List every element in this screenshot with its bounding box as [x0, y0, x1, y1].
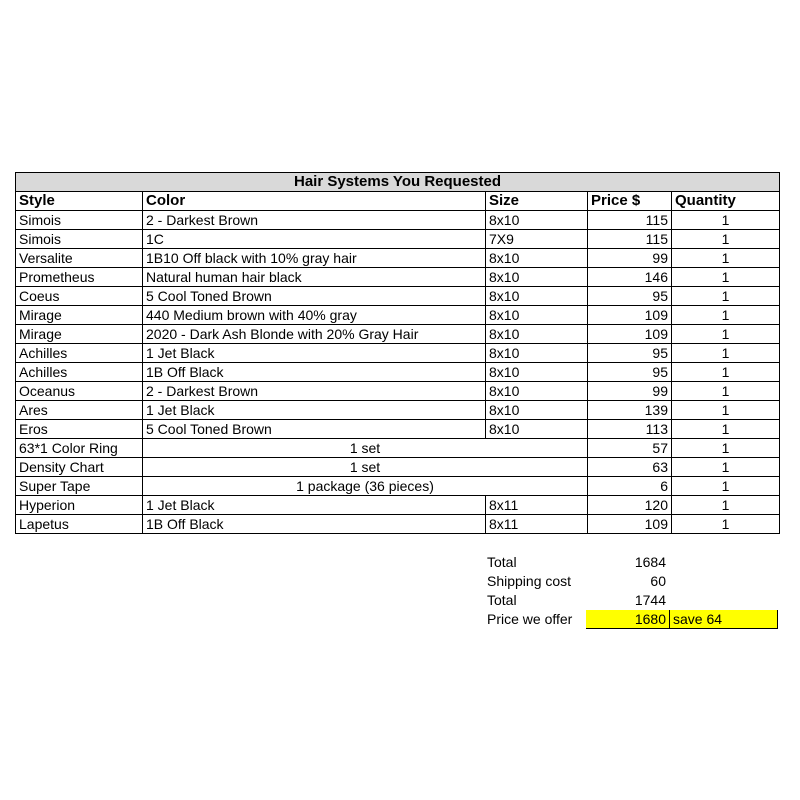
table-row	[16, 268, 780, 287]
cell-color: 1B Off Black	[143, 515, 486, 534]
cell-merged-description: 1 set	[143, 458, 588, 477]
table-row	[16, 249, 780, 268]
cell-color: 2 - Darkest Brown	[143, 382, 486, 401]
table-row	[16, 306, 780, 325]
cell-quantity: 1	[672, 439, 780, 458]
cell-size: 8x10	[486, 344, 588, 363]
cell-size: 8x10	[486, 268, 588, 287]
summary-offer-note: save 64	[670, 610, 778, 629]
table-body	[16, 211, 780, 534]
summary-offer-value: 1680	[586, 610, 670, 629]
header-style: Style	[16, 192, 143, 211]
title-row	[16, 173, 780, 192]
cell-quantity: 1	[672, 420, 780, 439]
summary-grand-total-label: Total	[487, 592, 517, 608]
cell-style: Eros	[16, 420, 143, 439]
table-row	[16, 382, 780, 401]
summary-block	[483, 552, 778, 629]
cell-price: 6	[588, 477, 672, 496]
summary-shipping-label: Shipping cost	[487, 573, 572, 589]
cell-color: 5 Cool Toned Brown	[143, 287, 486, 306]
table-row	[16, 211, 780, 230]
cell-style: Hyperion	[16, 496, 143, 515]
cell-color: 2 - Darkest Brown	[143, 211, 486, 230]
cell-style: Lapetus	[16, 515, 143, 534]
cell-price: 95	[588, 287, 672, 306]
cell-quantity: 1	[672, 477, 780, 496]
cell-price: 63	[588, 458, 672, 477]
cell-color: 440 Medium brown with 40% gray	[143, 306, 486, 325]
cell-quantity: 1	[672, 249, 780, 268]
table-row	[16, 439, 780, 458]
cell-size: 8x10	[486, 363, 588, 382]
cell-quantity: 1	[672, 230, 780, 249]
header-size: Size	[486, 192, 588, 211]
table-row	[16, 401, 780, 420]
cell-color: 1B10 Off black with 10% gray hair	[143, 249, 486, 268]
summary-offer-row	[484, 610, 778, 629]
header-color: Color	[143, 192, 486, 211]
cell-quantity: 1	[672, 306, 780, 325]
cell-quantity: 1	[672, 458, 780, 477]
cell-size: 8x10	[486, 249, 588, 268]
cell-quantity: 1	[672, 382, 780, 401]
cell-color: 1C	[143, 230, 486, 249]
cell-size: 8x10	[486, 401, 588, 420]
cell-style: Simois	[16, 211, 143, 230]
cell-color: 1 Jet Black	[143, 401, 486, 420]
cell-quantity: 1	[672, 268, 780, 287]
cell-style: Oceanus	[16, 382, 143, 401]
cell-price: 95	[588, 363, 672, 382]
table-row	[16, 363, 780, 382]
cell-price: 99	[588, 382, 672, 401]
cell-merged-description: 1 set	[143, 439, 588, 458]
cell-price: 95	[588, 344, 672, 363]
cell-color: 1 Jet Black	[143, 344, 486, 363]
table-row	[16, 458, 780, 477]
cell-size: 8x10	[486, 325, 588, 344]
cell-style: Coeus	[16, 287, 143, 306]
cell-price: 99	[588, 249, 672, 268]
cell-price: 109	[588, 306, 672, 325]
cell-style: Prometheus	[16, 268, 143, 287]
cell-style: Achilles	[16, 344, 143, 363]
table-row	[16, 515, 780, 534]
cell-size: 8x11	[486, 515, 588, 534]
table-row	[16, 420, 780, 439]
summary-grand-total-row	[484, 591, 778, 610]
cell-quantity: 1	[672, 325, 780, 344]
hair-systems-table	[15, 172, 780, 534]
cell-price: 146	[588, 268, 672, 287]
header-price: Price $	[588, 192, 672, 211]
summary-shipping-row	[484, 572, 778, 591]
summary-total-label: Total	[487, 554, 517, 570]
cell-price: 113	[588, 420, 672, 439]
header-quantity: Quantity	[672, 192, 780, 211]
summary-empty-cell	[670, 553, 778, 572]
cell-price: 120	[588, 496, 672, 515]
cell-quantity: 1	[672, 363, 780, 382]
cell-price: 115	[588, 230, 672, 249]
summary-empty-cell	[670, 572, 778, 591]
table-row	[16, 496, 780, 515]
summary-shipping-value: 60	[650, 573, 666, 589]
summary-total-value: 1684	[634, 554, 666, 570]
cell-size: 8x10	[486, 306, 588, 325]
cell-color: 5 Cool Toned Brown	[143, 420, 486, 439]
cell-color: Natural human hair black	[143, 268, 486, 287]
table-row	[16, 325, 780, 344]
table-row	[16, 230, 780, 249]
cell-color: 2020 - Dark Ash Blonde with 20% Gray Hair	[143, 325, 486, 344]
summary-grand-total-value: 1744	[634, 592, 666, 608]
cell-color: 1B Off Black	[143, 363, 486, 382]
cell-style: Ares	[16, 401, 143, 420]
cell-quantity: 1	[672, 344, 780, 363]
cell-quantity: 1	[672, 211, 780, 230]
table-title: Hair Systems You Requested	[16, 173, 780, 192]
cell-quantity: 1	[672, 515, 780, 534]
cell-style: Mirage	[16, 325, 143, 344]
cell-color: 1 Jet Black	[143, 496, 486, 515]
summary-empty-cell	[670, 591, 778, 610]
cell-size: 7X9	[486, 230, 588, 249]
header-row	[16, 192, 780, 211]
table-row	[16, 477, 780, 496]
cell-size: 8x10	[486, 420, 588, 439]
cell-style: Versalite	[16, 249, 143, 268]
cell-size: 8x11	[486, 496, 588, 515]
cell-size: 8x10	[486, 382, 588, 401]
cell-size: 8x10	[486, 211, 588, 230]
cell-price: 115	[588, 211, 672, 230]
cell-style: Mirage	[16, 306, 143, 325]
cell-style: Achilles	[16, 363, 143, 382]
summary-offer-label: Price we offer	[487, 611, 573, 627]
cell-merged-description: 1 package (36 pieces)	[143, 477, 588, 496]
cell-style: Super Tape	[16, 477, 143, 496]
cell-price: 57	[588, 439, 672, 458]
summary-total-row	[484, 553, 778, 572]
cell-style: 63*1 Color Ring	[16, 439, 143, 458]
cell-price: 109	[588, 325, 672, 344]
cell-size: 8x10	[486, 287, 588, 306]
cell-quantity: 1	[672, 496, 780, 515]
cell-quantity: 1	[672, 287, 780, 306]
cell-price: 139	[588, 401, 672, 420]
cell-style: Density Chart	[16, 458, 143, 477]
cell-quantity: 1	[672, 401, 780, 420]
cell-style: Simois	[16, 230, 143, 249]
cell-price: 109	[588, 515, 672, 534]
table-row	[16, 287, 780, 306]
table-row	[16, 344, 780, 363]
